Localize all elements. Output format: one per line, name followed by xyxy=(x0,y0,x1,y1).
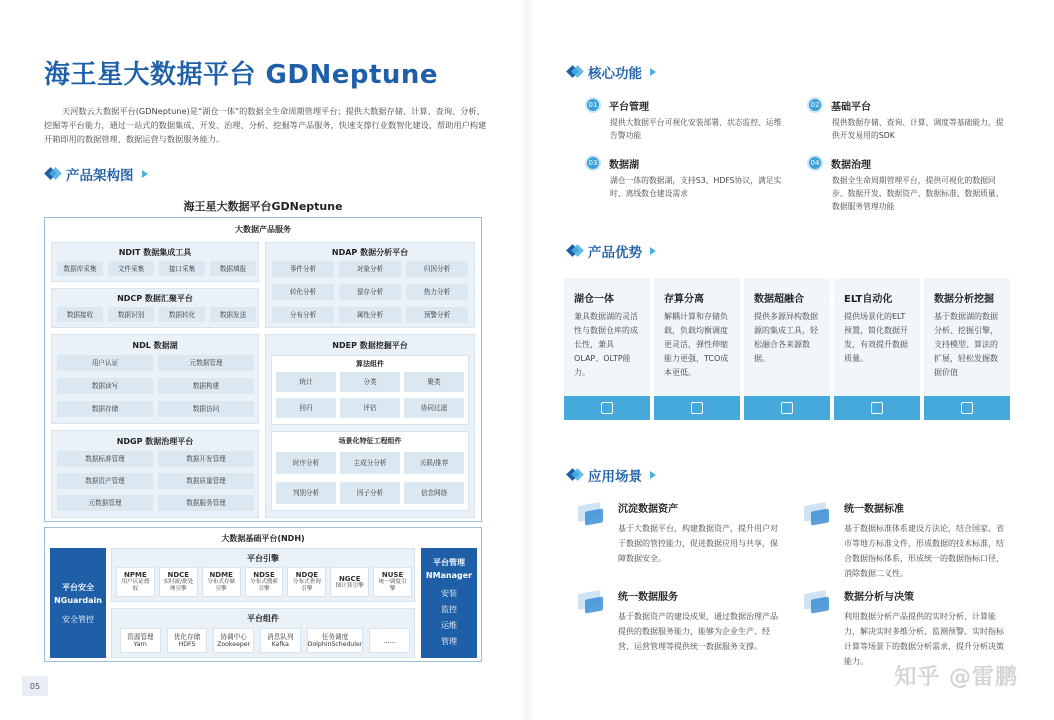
advantage-desc: 兼具数据湖的灵活性与数据仓库的成长性，兼具OLAP、OLTP能力。 xyxy=(574,312,638,377)
component-chip xyxy=(120,628,161,653)
feature-item: 判别分析 xyxy=(276,482,336,504)
manager-item: 管理 xyxy=(441,637,457,646)
page-fold xyxy=(520,0,534,720)
advantage-card xyxy=(654,278,740,420)
ndgp-item: 数据质量管理 xyxy=(158,473,254,489)
manager-l2: NManager xyxy=(425,571,473,580)
service-icon xyxy=(576,588,606,618)
scene-desc: 基于数据标准体系建设方法论，结合国家、省市等地方标准文件，形成数据的技术标准，结合数据指标体系，形成统一的数据指标口径，消除数据二义性。 xyxy=(844,524,1004,578)
engine-desc: 图计算引擎 xyxy=(335,582,364,589)
advantage-footer xyxy=(924,396,1010,420)
advantage-body xyxy=(564,278,650,396)
standard-icon xyxy=(802,500,832,530)
component-panel xyxy=(111,608,415,658)
scene-title: 数据分析与决策 xyxy=(844,592,914,603)
component-name: 任务调度 xyxy=(321,632,349,641)
ndh-title: 大数据基础平台(NDH) xyxy=(221,534,305,543)
component-name: 优化存储 xyxy=(173,632,201,641)
scene-desc: 利用数据分析产品提供的实时分析、计算能力，解决实时多维分析、监测预警、实时指标计算等场景下的数据分析需求，提升分析决策能力。 xyxy=(844,612,1004,666)
ndap-item: 归因分析 xyxy=(406,261,468,277)
component-chip xyxy=(307,628,364,653)
ndgp-item: 数据开发管理 xyxy=(158,451,254,467)
arrow-right-icon xyxy=(650,68,656,76)
core-desc: 数据全生命周期管理平台，提供可视化的数据同步、数据开发、数据资产、数据标准、数据质量、数据服务管理功能 xyxy=(832,176,1004,211)
engine-name: NGCE xyxy=(338,574,361,583)
ndap-item: 事件分析 xyxy=(272,261,334,277)
advantage-body xyxy=(654,278,740,396)
engine-chip xyxy=(159,567,198,597)
analytics-icon xyxy=(802,588,832,618)
scene-desc: 基于数据资产的建设成果，通过数据治理产品提供的数据服务能力，能够为企业生产、经营、运营管理等提供统一数据服务支撑。 xyxy=(618,612,778,651)
ndcp-item: 数据接收 xyxy=(57,307,103,322)
ndcp-item: 数据转化 xyxy=(159,307,205,322)
ndep-panel xyxy=(265,334,475,518)
component-name: 协调中心 xyxy=(220,632,247,641)
ndep-title: NDEP 数据挖掘平台 xyxy=(332,341,408,350)
ndgp-item: 数据资产管理 xyxy=(57,473,153,489)
ndit-title: NDIT 数据集成工具 xyxy=(118,248,192,257)
feature-item: 因子分析 xyxy=(340,482,400,504)
component-name: ...... xyxy=(383,636,396,645)
advantage-title: 存算分离 xyxy=(664,294,704,305)
cube-icon xyxy=(568,244,582,258)
core-item xyxy=(807,97,1007,142)
arrow-right-icon xyxy=(142,170,148,178)
ndgp-item: 数据标准管理 xyxy=(57,451,153,467)
engine-chip xyxy=(245,567,284,597)
advantage-row xyxy=(564,278,1010,420)
services-frame xyxy=(44,217,482,522)
ndl-title: NDL 数据湖 xyxy=(132,341,178,350)
section-arch-label: 产品架构图 xyxy=(66,168,134,184)
ndit-item: 数据填报 xyxy=(210,261,256,276)
section-arch-heading xyxy=(46,164,148,184)
core-number: 02 xyxy=(807,97,823,113)
engine-desc: 分布式存储引擎 xyxy=(207,579,236,592)
algo-item: 分类 xyxy=(340,372,400,392)
page-number: 05 xyxy=(22,676,48,696)
core-number: 01 xyxy=(585,97,601,113)
core-item xyxy=(807,155,1007,213)
ndl-item: 数据读写 xyxy=(57,378,153,394)
ndap-item: 分布分析 xyxy=(272,307,334,323)
algo-item: 聚类 xyxy=(404,372,464,392)
core-number: 03 xyxy=(585,155,601,171)
engine-name: NDCE xyxy=(167,571,190,579)
manager-l1: 平台管理 xyxy=(433,558,465,567)
engine-desc: 分布式查询引擎 xyxy=(292,579,321,592)
component-desc: Yarn xyxy=(133,640,147,648)
component-desc: Zookeeper xyxy=(217,640,251,648)
advantage-title: 数据分析挖掘 xyxy=(934,294,994,305)
core-title: 平台管理 xyxy=(609,101,649,113)
page-title: 海王星大数据平台 GDNeptune xyxy=(44,60,439,90)
advantage-card xyxy=(744,278,830,420)
ndl-item: 数据访问 xyxy=(158,401,254,417)
component-chip xyxy=(260,628,301,653)
scene-title: 统一数据服务 xyxy=(618,592,678,603)
advantage-icon xyxy=(961,402,973,414)
feature-item: 主成分分析 xyxy=(340,452,400,474)
core-desc: 湖仓一体的数据湖，支持S3、HDFS协议，满足实时、离线数仓建设需求 xyxy=(610,176,782,198)
scene-item xyxy=(802,588,1012,669)
scene-title: 统一数据标准 xyxy=(844,504,904,515)
arrow-right-icon xyxy=(650,247,656,255)
ndcp-title: NDCP 数据汇聚平台 xyxy=(117,294,193,303)
ndh-frame xyxy=(44,527,482,662)
cube-icon xyxy=(568,65,582,79)
ndap-item: 热力分析 xyxy=(406,284,468,300)
core-title: 基础平台 xyxy=(831,101,871,113)
ndcp-panel xyxy=(51,288,259,328)
core-number: 04 xyxy=(807,155,823,171)
feature-title: 场景化特征工程组件 xyxy=(338,437,402,445)
scene-title: 沉淀数据资产 xyxy=(618,504,678,515)
ndl-item: 数据构建 xyxy=(158,378,254,394)
ndl-item: 元数据管理 xyxy=(158,355,254,371)
engine-chip xyxy=(330,567,369,597)
algo-item: 评估 xyxy=(340,398,400,418)
algo-box xyxy=(271,355,469,425)
advantage-card xyxy=(924,278,1010,420)
section-adv-label: 产品优势 xyxy=(588,245,642,261)
advantage-title: 数据超融合 xyxy=(754,294,804,305)
engine-name: NDSE xyxy=(253,571,275,579)
security-l3: 安全管控 xyxy=(62,614,94,624)
ndap-panel xyxy=(265,242,475,328)
advantage-desc: 提供场景化的ELT预置，简化数据开发，有效提升数据质量。 xyxy=(844,312,908,363)
manager-item: 监控 xyxy=(441,605,457,614)
ndit-item: 数据库采集 xyxy=(57,261,103,276)
ndgp-panel xyxy=(51,430,259,518)
engine-row xyxy=(116,567,412,599)
advantage-body xyxy=(744,278,830,396)
core-desc: 提供大数据平台可视化安装部署、状态监控、运维告警功能 xyxy=(610,118,782,140)
algo-item: 协同过滤 xyxy=(404,398,464,418)
advantage-desc: 提供多源异构数据源的集成工具，轻松融合各来源数据。 xyxy=(754,312,818,363)
algo-item: 统计 xyxy=(276,372,336,392)
engine-desc: 统一调度引擎 xyxy=(378,579,407,592)
scene-item xyxy=(802,500,1012,581)
watermark: 知乎 @雷鹏 xyxy=(894,665,1018,690)
component-desc: DolphinScheduler xyxy=(307,640,363,648)
data-asset-icon xyxy=(576,500,606,530)
scene-item xyxy=(576,500,786,566)
core-item xyxy=(585,97,785,142)
advantage-card xyxy=(564,278,650,420)
ndl-item: 用户认证 xyxy=(57,355,153,371)
ndap-item: 转化分析 xyxy=(272,284,334,300)
component-name: 资源管理 xyxy=(127,632,154,641)
engine-name: NUSE xyxy=(381,571,404,579)
engine-chip xyxy=(202,567,241,597)
section-scene-heading xyxy=(568,465,656,485)
advantage-body xyxy=(924,278,1010,396)
advantage-body xyxy=(834,278,920,396)
core-item xyxy=(585,155,785,200)
advantage-icon xyxy=(601,402,613,414)
ndl-item: 数据存储 xyxy=(57,401,153,417)
advantage-desc: 解耦计算和存储负载，负载均衡调度更灵活，弹性伸缩能力更强，TCO成本更低。 xyxy=(664,312,729,377)
ndl-panel xyxy=(51,334,259,424)
advantage-title: ELT自动化 xyxy=(844,294,893,305)
ndgp-title: NDGP 数据治理平台 xyxy=(116,437,194,446)
section-adv-heading xyxy=(568,241,656,261)
engine-panel xyxy=(111,548,415,602)
component-desc: Kafka xyxy=(271,640,289,648)
component-name: 消息队列 xyxy=(267,632,294,641)
algo-item: 回归 xyxy=(276,398,336,418)
advantage-icon xyxy=(781,402,793,414)
ndgp-item: 数据服务管理 xyxy=(158,495,254,511)
core-title: 数据湖 xyxy=(609,159,639,171)
engine-chip xyxy=(373,567,412,597)
advantage-footer xyxy=(654,396,740,420)
security-l1: 平台安全 xyxy=(62,582,94,592)
engine-name: NDQE xyxy=(295,571,319,579)
section-core-label: 核心功能 xyxy=(588,66,642,82)
ndap-item: 预警分析 xyxy=(406,307,468,323)
arrow-right-icon xyxy=(650,471,656,479)
ndit-item: 接口采集 xyxy=(159,261,205,276)
advantage-icon xyxy=(691,402,703,414)
scene-item xyxy=(576,588,786,654)
manager-item: 运维 xyxy=(441,621,457,630)
feature-box xyxy=(271,431,469,511)
cube-icon xyxy=(568,468,582,482)
algo-title: 算法组件 xyxy=(356,360,384,368)
engine-desc: 分布式搜索引擎 xyxy=(250,579,278,592)
ndgp-item: 元数据管理 xyxy=(57,495,153,511)
ndap-item: 留存分析 xyxy=(339,284,401,300)
arch-title: 海王星大数据平台GDNeptune xyxy=(183,200,343,213)
feature-item: 信念网络 xyxy=(404,482,464,504)
advantage-title: 湖仓一体 xyxy=(574,294,614,305)
ndap-item: 对象分析 xyxy=(339,261,401,277)
ndit-item: 文件采集 xyxy=(108,261,154,276)
ndcp-item: 数据识别 xyxy=(108,307,154,322)
section-core-heading xyxy=(568,62,656,82)
advantage-icon xyxy=(871,402,883,414)
component-title: 平台组件 xyxy=(247,614,279,623)
security-box xyxy=(50,548,106,658)
manager-box xyxy=(421,548,477,658)
advantage-footer xyxy=(744,396,830,420)
feature-item: 关联/推荐 xyxy=(404,452,464,474)
security-l2: NGuardain xyxy=(54,595,102,605)
engine-chip xyxy=(116,567,155,597)
cube-icon xyxy=(46,167,60,181)
feature-item: 时序分析 xyxy=(276,452,336,474)
advantage-desc: 基于数据湖的数据分析、挖掘引擎，支持模型、算法的扩展，轻松发掘数据价值 xyxy=(934,312,998,377)
intro-paragraph: 天河数云大数据平台(GDNeptune)是“湖仓一体”的数据全生命周期管理平台；提供大数据存储、计算、查询、分析、挖掘等平台能力，通过一站式的数据集成、开发、治理、分析、挖掘等产品服务，快速支撑行业数智化建设，帮助用户构建开箱即用的数据管理、数据运营与数据服务能力。 xyxy=(44,106,487,144)
core-desc: 提供数据存储、查询、计算、调度等基础能力，提供开发易用的SDK xyxy=(832,118,1004,140)
engine-name: NPME xyxy=(124,571,147,579)
scene-desc: 基于大数据平台，构建数据资产，提升用户对于数据的管控能力，促进数据应用与共享，保障数据安全。 xyxy=(618,524,778,563)
engine-chip xyxy=(287,567,326,597)
ndcp-item: 数据发送 xyxy=(210,307,256,322)
ndap-title: NDAP 数据分析平台 xyxy=(331,248,409,257)
component-row xyxy=(120,628,410,654)
advantage-card xyxy=(834,278,920,420)
manager-item: 安装 xyxy=(441,589,457,598)
component-chip xyxy=(213,628,254,653)
engine-desc: 用户认证授权 xyxy=(121,579,150,592)
ndit-panel xyxy=(51,242,259,282)
component-desc: HDFS xyxy=(178,640,196,648)
component-chip xyxy=(369,628,410,653)
advantage-footer xyxy=(834,396,920,420)
engine-title: 平台引擎 xyxy=(247,554,279,563)
component-chip xyxy=(167,628,208,653)
engine-desc: 实时流/批处理引擎 xyxy=(163,579,194,592)
section-scene-label: 应用场景 xyxy=(588,469,642,485)
advantage-footer xyxy=(564,396,650,420)
engine-name: NDME xyxy=(209,571,233,579)
core-title: 数据治理 xyxy=(831,159,871,171)
ndap-item: 属性分析 xyxy=(339,307,401,323)
services-title: 大数据产品服务 xyxy=(235,225,291,234)
